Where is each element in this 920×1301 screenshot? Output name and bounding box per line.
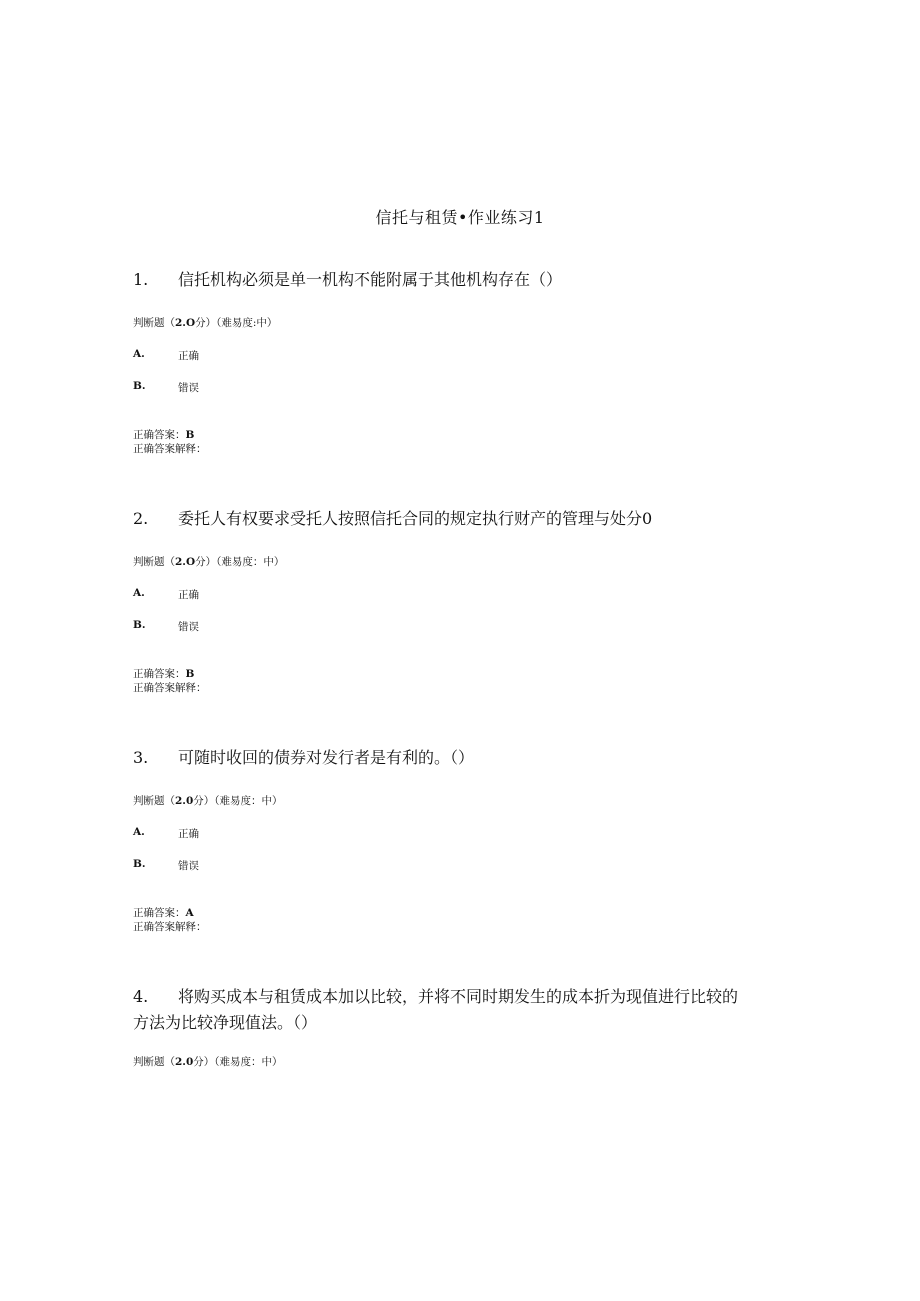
question-stem: [133, 984, 743, 1036]
question-meta: [133, 554, 753, 569]
document-title: 信托与租赁•作业练习1: [375, 208, 545, 227]
option-letter: B.: [133, 380, 146, 392]
question-score: 2.0: [175, 1056, 194, 1068]
option-b[interactable]: [133, 380, 753, 394]
answer-label: 正确答案：: [133, 429, 186, 441]
correct-answer: [133, 428, 753, 442]
correct-answer: [133, 667, 753, 681]
option-text: 错误: [178, 621, 199, 633]
question-1: [133, 267, 753, 456]
question-type: 判断题（: [133, 556, 175, 568]
question-stem: [133, 506, 753, 532]
question-meta: [133, 315, 753, 330]
option-letter: A.: [133, 348, 145, 360]
answer-label: 正确答案：: [133, 907, 186, 919]
question-number: 3.: [133, 748, 149, 767]
answer-label: 正确答案：: [133, 668, 186, 680]
option-text: 正确: [178, 350, 199, 362]
question-text: 委托人有权要求受托人按照信托合同的规定执行财产的管理与处分0: [178, 509, 653, 528]
option-text: 正确: [178, 828, 199, 840]
option-text: 错误: [178, 860, 199, 872]
question-score: 2.O: [175, 556, 196, 568]
option-letter: A.: [133, 826, 145, 838]
question-meta: [133, 1054, 743, 1069]
correct-answer: [133, 906, 753, 920]
option-a[interactable]: [133, 587, 753, 601]
answer-value: B: [185, 668, 195, 680]
question-difficulty: 分）（难易度：中）: [195, 556, 285, 568]
question-text: 信托机构必须是单一机构不能附属于其他机构存在（）: [178, 270, 563, 289]
option-text: 错误: [178, 382, 199, 394]
answer-explanation-label: 正确答案解释：: [133, 682, 207, 694]
option-b[interactable]: [133, 619, 753, 633]
question-text: 将购买成本与租赁成本加以比较，并将不同时期发生的成本折为现值进行比较的方法为比较净现值法。（）: [133, 987, 739, 1032]
option-b[interactable]: [133, 858, 753, 872]
question-stem: [133, 267, 753, 293]
option-a[interactable]: [133, 826, 753, 840]
question-type: 判断题（: [133, 1056, 175, 1068]
answer-explanation-label: 正确答案解释：: [133, 921, 207, 933]
question-type: 判断题（: [133, 795, 175, 807]
question-3: [133, 745, 753, 934]
question-type: 判断题（: [133, 317, 175, 329]
question-number: 2.: [133, 509, 149, 528]
answer-value: B: [185, 429, 195, 441]
question-4: [133, 984, 743, 1069]
question-text: 可随时收回的债券对发行者是有利的。（）: [178, 748, 475, 767]
question-number: 1.: [133, 270, 149, 289]
option-a[interactable]: [133, 348, 753, 362]
question-number: 4.: [133, 987, 149, 1006]
answer-value: A: [185, 907, 194, 919]
question-meta: [133, 793, 753, 808]
question-2: [133, 506, 753, 695]
question-difficulty: 分）（难易度：中）: [193, 795, 283, 807]
answer-explanation-label: 正确答案解释：: [133, 443, 207, 455]
option-text: 正确: [178, 589, 199, 601]
option-letter: B.: [133, 619, 146, 631]
option-letter: A.: [133, 587, 145, 599]
question-difficulty: 分）（难易度:中）: [195, 317, 278, 329]
question-difficulty: 分）（难易度：中）: [193, 1056, 283, 1068]
option-letter: B.: [133, 858, 146, 870]
question-stem: [133, 745, 753, 771]
question-score: 2.0: [175, 795, 194, 807]
question-score: 2.O: [175, 317, 196, 329]
